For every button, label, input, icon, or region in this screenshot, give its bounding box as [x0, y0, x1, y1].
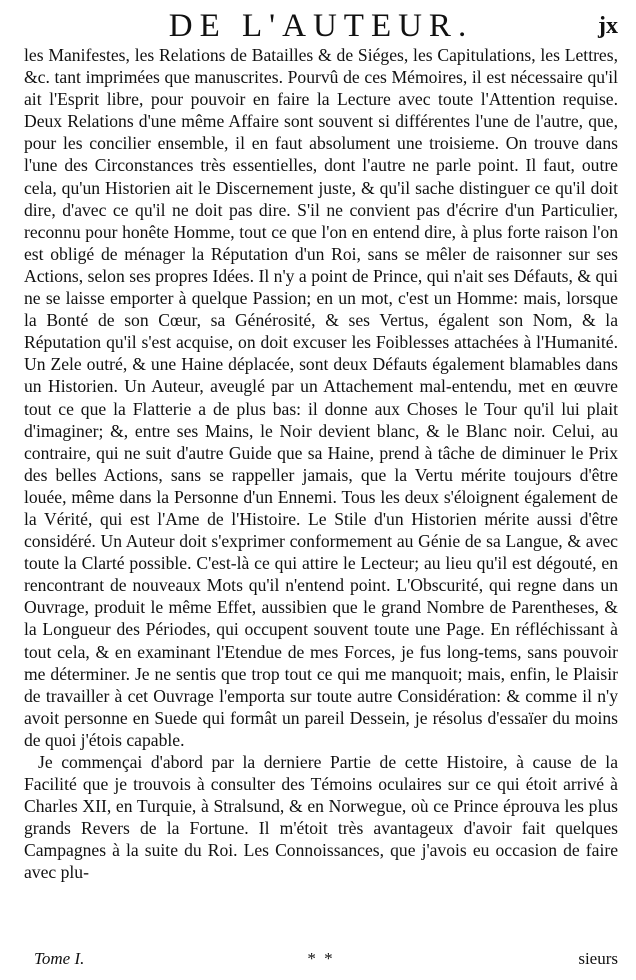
catchword: sieurs — [578, 949, 618, 968]
running-title: DE L'AUTEUR. — [168, 8, 474, 44]
signature-mark: * * — [307, 949, 335, 968]
paragraph: Je commençai d'abord par la derniere Partie de cette Histoire, à cause de la Facilité que je trouvois à consulter des Témoins oculaires sur ce qui étoit arrivé à Charles XII, en Turquie, à Stralsund, & en Norwegue, où ce Prince éprouva les plus grands Revers de la Fortune. Il m'étoit très avantageux d'avoir fait quelques Campagnes à la suite du Roi. Les Connoissances, que j'avois eu occasion de faire avec plu- — [24, 752, 618, 883]
page-number: jx — [598, 13, 618, 39]
paragraph: les Manifestes, les Relations de Batailles & de Siéges, les Capitulations, les Lettres, &c. tant imprimées que manuscrites. Pourvû de ces Mémoires, il est nécessaire qu'il ait l'Esprit libre, pour pouvoir en faire la Lecture avec toute l'Attention requise. Deux Relations d'une même Affaire sont souvent si différentes l'une de l'autre, que, pour les concilier ensemble, il en faut absolument une troisieme. On trouve dans l'une des Circonstances très essentielles, dont l'autre ne parle point. Il faut, outre cela, qu'un Historien ait le Discernement juste, & qu'il sache distinguer ce qu'il doit dire, d'avec ce qu'il ne doit pas dire. S'il ne convient pas d'écrire d'un Particulier, reconnu pour honête Homme, tout ce que l'on en entend dire, à plus forte raison l'on est obligé de ménager la Réputation d'un Roi, sans se mêler de raisonner sur ses Actions, selon ses propres Idées. Il n'y a point de Prince, qui n'ait ses Défauts, & qui ne se laisse emporter à quelque Passion; en un mot, c'est un Homme: mais, lorsque la Bonté de son Cœur, sa Générosité, & ses Vertus, égalent son Nom, & la Réputation qu'il s'est acquise, on doit excuser les Foiblesses attachées à l'Humanité. Un Zele outré, & une Haine déplacée, sont deux Défauts également blamables dans un Historien. Un Auteur, aveuglé par un Attachement mal-entendu, met en œuvre tout ce que la Flatterie a de plus bas: il donne aux Choses le Tour qu'il lui plait d'imaginer; &, entre ses Mains, le Noir devient blanc, & le Blanc noir. Celui, au contraire, qui ne suit d'autre Guide que sa Haine, prend à tâche de diminuer le Prix des belles Actions, sans se rappeller jamais, que la Vertu mérite toujours d'être louée, même dans la Personne d'un Ennemi. Tous les deux s'éloignent également de la Vérité, qui est l'Ame de l'Histoire. Le Stile d'un Historien mérite aussi d'être considéré. Un Auteur doit s'exprimer conformement au Génie de sa Langue, & avec toute la Clarté possible. C'est-là ce qui attire le Lecteur; au lieu qu'il est dégouté, en rencontrant de nouveaux Mots qu'il n'entend point. L'Obscurité, qui regne dans un Ouvrage, produit le même Effet, aussibien que le grand Nombre de Parentheses, & la Longueur des Périodes, qui occupent souvent toute une Page. En réfléchissant à tout cela, & en examinant l'Etendue de mes Forces, je fus long-tems, sans pouvoir me déterminer. Je ne sentis que trop tout ce qui me manquoit; mais, enfin, le Plaisir de travailler à cet Ouvrage l'emporta sur toute autre Considération: & comme il n'y avoit personne en Suede qui formât un pareil Dessein, je résolus d'essaïer du moins de quoi j'étois capable. — [24, 45, 618, 750]
body-text — [24, 44, 618, 884]
page-footer — [24, 946, 618, 972]
volume-label: Tome I. — [34, 949, 85, 968]
page-header — [24, 6, 618, 44]
